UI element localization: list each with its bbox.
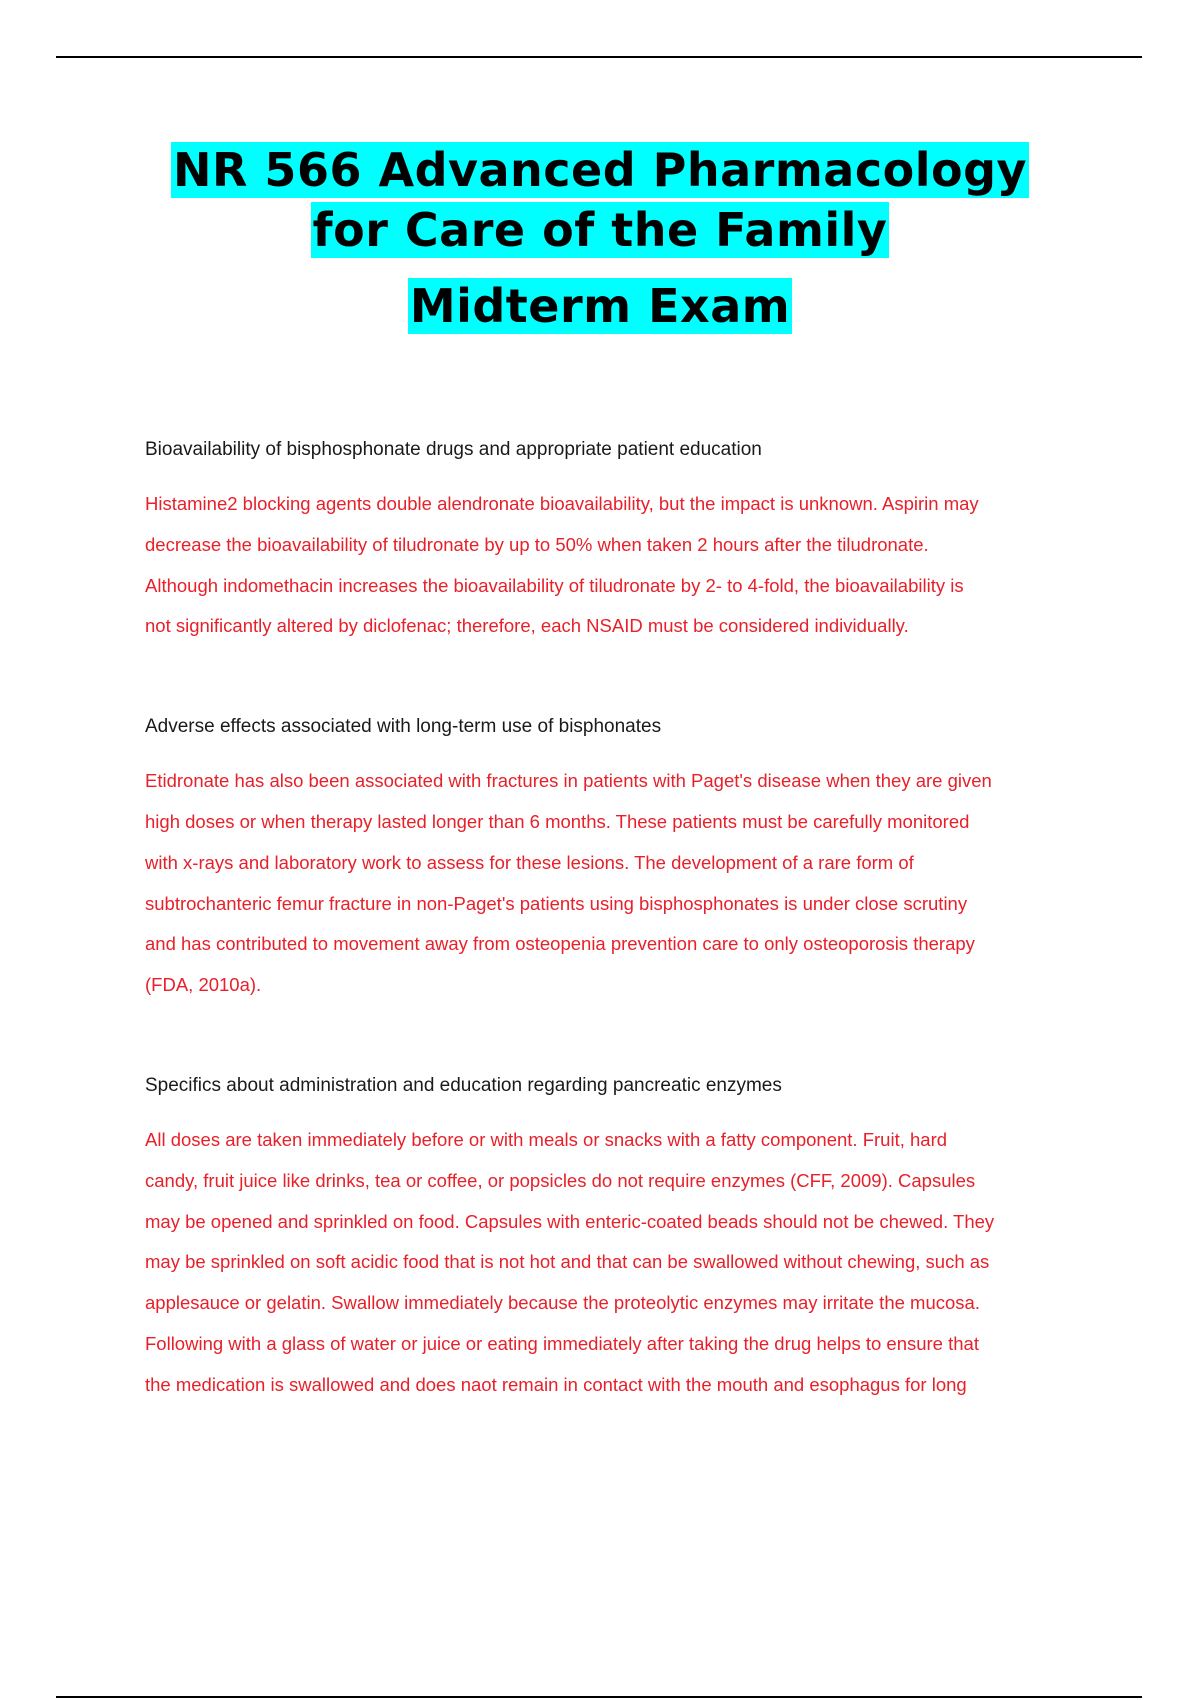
- bottom-rule: [56, 1696, 1142, 1698]
- answer-line: Histamine2 blocking agents double alendronate bioavailability, but the impact is unknown. Aspirin may: [145, 493, 979, 514]
- title-line-3: Midterm Exam: [409, 279, 791, 333]
- answer-line: with x-rays and laboratory work to assess for these lesions. The development of a rare form of: [145, 851, 914, 873]
- answer-line: decrease the bioavailability of tiludronate by up to 50% when taken 2 hours after the tiludronate.: [145, 533, 929, 555]
- answer-line: not significantly altered by diclofenac; therefore, each NSAID must be considered individually.: [145, 615, 909, 637]
- title-line-2: for Care of the Family: [312, 203, 888, 257]
- question-heading: Specifics about administration and education regarding pancreatic enzymes: [145, 1074, 782, 1096]
- answer-line: applesauce or gelatin. Swallow immediately because the proteolytic enzymes may irritate the mucosa.: [145, 1292, 980, 1314]
- title-line-1: NR 566 Advanced Pharmacology: [173, 143, 1027, 197]
- question-heading: Adverse effects associated with long-term use of bisphonates: [145, 716, 662, 738]
- answer-line: Following with a glass of water or juice or eating immediately after taking the drug helps to ensure that: [145, 1332, 979, 1354]
- answer-line: subtrochanteric femur fracture in non-Paget's patients using bisphosphonates is under close scrutiny: [145, 892, 968, 914]
- answer-line: (FDA, 2010a).: [145, 974, 262, 996]
- answer-line: Etidronate has also been associated with fractures in patients with Paget's disease when they are given: [145, 770, 992, 792]
- answer-text: [145, 1120, 1085, 1406]
- answer-text: [145, 761, 1085, 1006]
- answer-line: may be sprinkled on soft acidic food that is not hot and that can be swallowed without chewing, such as: [145, 1251, 990, 1273]
- answer-line: Although indomethacin increases the bioavailability of tiludronate by 2- to 4-fold, the bioavailability is: [145, 574, 964, 596]
- question-heading: Bioavailability of bisphosphonate drugs and appropriate patient education: [145, 439, 762, 460]
- document-title: [0, 142, 1200, 338]
- answer-line: and has contributed to movement away from osteopenia prevention care to only osteoporosis therapy: [145, 933, 975, 955]
- qa-section-pancreatic-enzymes: [145, 1072, 1085, 1406]
- qa-section-bioavailability: [145, 436, 1085, 647]
- document-body: [145, 436, 1085, 1406]
- answer-line: may be opened and sprinkled on food. Capsules with enteric-coated beads should not be chewed. They: [145, 1210, 995, 1232]
- top-rule: [56, 56, 1142, 58]
- answer-line: candy, fruit juice like drinks, tea or coffee, or popsicles do not require enzymes (CFF, 2009). Capsules: [145, 1169, 976, 1191]
- answer-line: high doses or when therapy lasted longer than 6 months. These patients must be carefully monitored: [145, 810, 970, 832]
- answer-line: All doses are taken immediately before or with meals or snacks with a fatty component. Fruit, hard: [145, 1128, 948, 1150]
- answer-line: the medication is swallowed and does naot remain in contact with the mouth and esophagus for long: [145, 1373, 967, 1395]
- answer-text: [145, 484, 1085, 647]
- qa-section-adverse-effects: [145, 713, 1085, 1006]
